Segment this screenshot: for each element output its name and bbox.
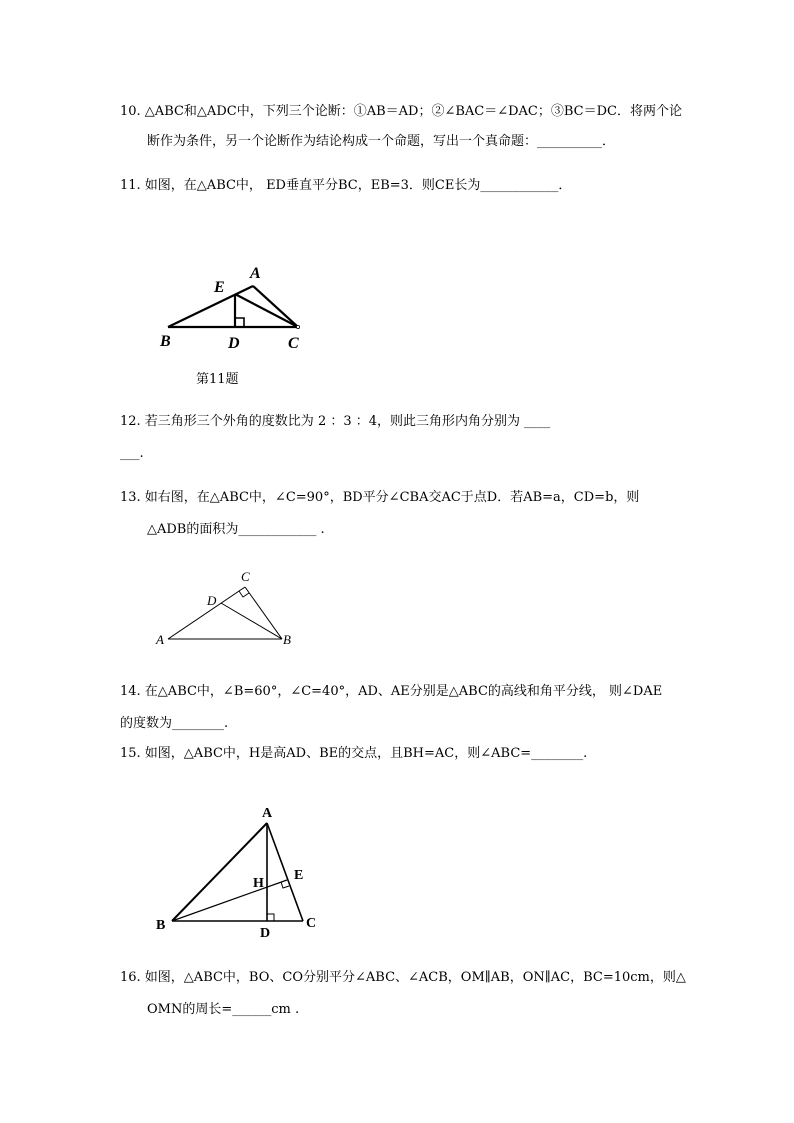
q12-line2: ___. xyxy=(120,446,144,461)
q13-segment-BD xyxy=(221,603,282,639)
q15-figure xyxy=(150,800,330,940)
q12-line1: 12. 若三角形三个外角的度数比为 2 ：3 ：4，则此三角形内角分别为 ____ xyxy=(120,414,551,429)
q11-label-a: A xyxy=(250,265,261,282)
q15-segment-AB xyxy=(172,823,267,921)
q10-line1: 10. △ABC和△ADC中，下列三个论断：①AB＝AD；②∠BAC＝∠DAC；③BC＝DC．将两个论 xyxy=(120,104,682,119)
q15-label-d: D xyxy=(260,926,271,941)
q15-label-c: C xyxy=(306,916,317,931)
q13-figure xyxy=(150,566,300,650)
q13-line2: △ADB的面积为____________ . xyxy=(147,522,325,537)
q11-label-c: C xyxy=(288,335,299,352)
q15-label-e: E xyxy=(294,868,304,883)
q15-label-a: A xyxy=(262,806,273,821)
q11-segment-BA xyxy=(168,286,253,327)
q15-line1: 15. 如图，△ABC中，H是高AD、BE的交点，且BH=AC，则∠ABC=________. xyxy=(120,746,588,761)
q13-label-c: C xyxy=(241,569,250,584)
q13-label-a: A xyxy=(156,632,164,647)
q16-line2: OMN的周长=______cm . xyxy=(147,1002,300,1017)
q11-point-c xyxy=(296,325,299,328)
q14-line1: 14. 在△ABC中，∠B=60°，∠C=40°，AD、AE分别是△ABC的高线和角平分线， 则∠DAE xyxy=(120,684,663,699)
q16-line1: 16. 如图，△ABC中，BO、CO分别平分∠ABC、∠ACB，OM∥AB，ON∥AC，BC=10cm，则△ xyxy=(120,970,686,985)
q11-caption: 第11题 xyxy=(196,372,239,387)
q11-line1: 11. 如图，在△ABC中， ED垂直平分BC，EB=3．则CE长为____________． xyxy=(120,178,572,193)
q15-label-b: B xyxy=(156,918,166,933)
q13-right-angle-mark xyxy=(239,591,249,597)
q15-right-angle-mark-d xyxy=(267,914,274,921)
q13-line1: 13. 如右图，在△ABC中，∠C=90°，BD平分∠CBA交AC于点D．若AB=a，CD=b，则 xyxy=(120,490,640,505)
q10-line2: 断作为条件，另一个论断作为结论构成一个命题，写出一个真命题：__________． xyxy=(147,134,616,149)
q15-segment-BE xyxy=(172,880,287,921)
q11-label-d: D xyxy=(228,335,240,352)
q14-line2: 的度数为________. xyxy=(120,716,229,731)
q15-right-angle-mark-e xyxy=(281,882,289,888)
q13-segment-CB xyxy=(245,587,282,639)
q11-label-b: B xyxy=(160,333,171,350)
q11-label-e: E xyxy=(214,279,225,296)
q13-label-b: B xyxy=(283,632,291,647)
q11-figure xyxy=(150,258,320,358)
q13-label-d: D xyxy=(207,593,217,608)
q15-label-h: H xyxy=(253,876,264,891)
q11-right-angle-mark xyxy=(235,318,244,327)
